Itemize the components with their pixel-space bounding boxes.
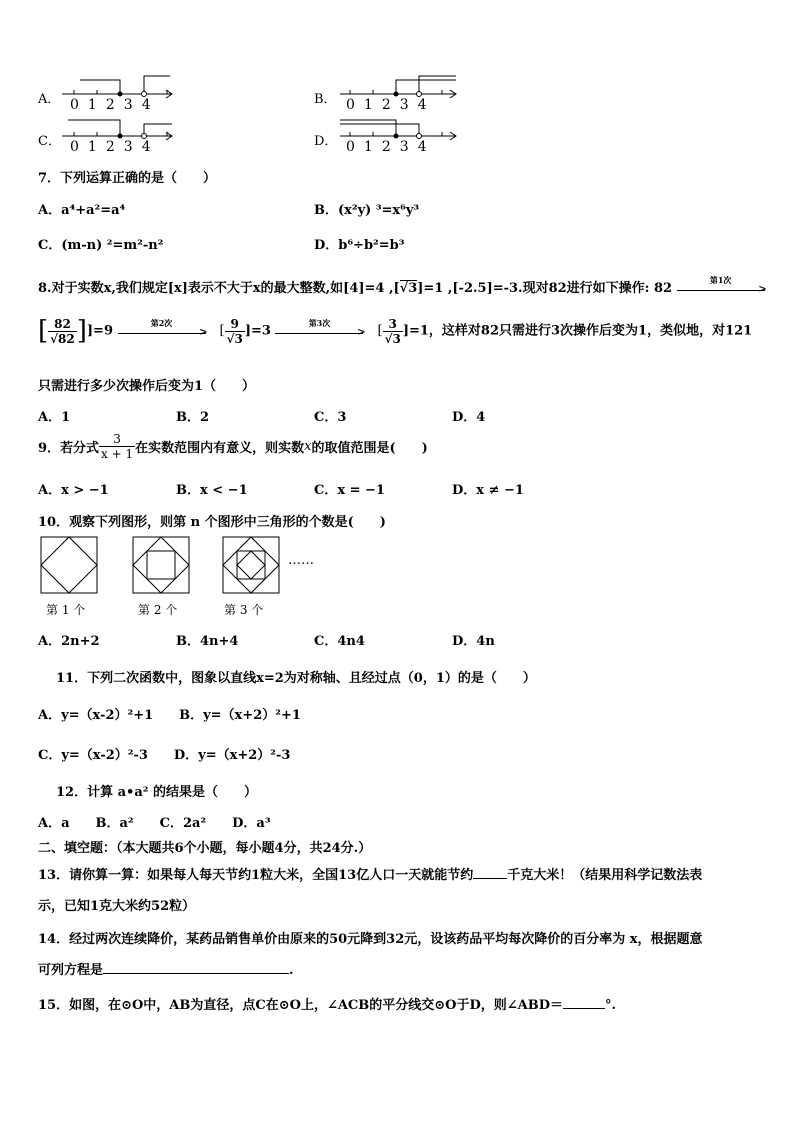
q6-option-c-label: C． <box>38 134 61 149</box>
fraction <box>225 317 245 346</box>
tick: 3 <box>123 97 142 113</box>
q6-ticks-b <box>346 97 436 113</box>
q14-line2: 可列方程是 . <box>38 963 294 978</box>
q10-option-c: C．4n4 <box>314 634 365 649</box>
q10-option-a: A．2n+2 <box>38 634 100 649</box>
q8-line1 <box>38 277 765 296</box>
op-arrow-1: 第1次 > <box>677 286 765 291</box>
op-arrow-3: 第3次 > <box>275 329 363 334</box>
section-2-heading: 二、填空题：（本大题共6个小题，每小题4分，共24分.） <box>38 841 372 856</box>
q7-option-b: B．(x²y) ³=x⁶y³ <box>314 203 420 218</box>
tick: 0 <box>346 139 364 155</box>
q14-line1: 14．经过两次连续降价，某药品销售单价由原来的50元降到32元，设该药品平均每次降价的百分率为 x，根据题意 <box>38 932 703 947</box>
q7-stem: 7．下列运算正确的是（ ） <box>38 171 217 186</box>
q9-option-d: D．x ≠ −1 <box>452 483 524 498</box>
denominator: √3 <box>226 331 243 346</box>
numerator: 3 <box>383 317 403 332</box>
denominator: x + 1 <box>101 447 134 461</box>
tick: 4 <box>417 97 436 113</box>
q10-option-b: B．4n+4 <box>176 634 239 649</box>
bracket: [ <box>219 323 225 339</box>
q10-fig-label-3: 第 3 个 <box>224 603 264 617</box>
q8-option-b: B．2 <box>176 410 210 425</box>
tick: 3 <box>123 139 142 155</box>
q8-text: 8.对于实数x,我们规定[x]表示不大于x的最大整数,如[4]=4 ,[ <box>38 281 400 296</box>
tick: 2 <box>105 97 124 113</box>
q10-figure-3 <box>222 536 280 598</box>
q11-options-ab: A．y=（x-2）²+1 B．y=（x+2）²+1 <box>38 708 301 723</box>
q6-option-a-label: A． <box>38 92 61 107</box>
arrow-label: 第3次 <box>308 317 331 328</box>
q9-stem <box>38 432 428 461</box>
numerator: 9 <box>225 317 245 332</box>
q6-ticks-d <box>346 139 436 155</box>
q8-text: ]=3 <box>244 323 271 339</box>
q8-option-d: D．4 <box>452 410 486 425</box>
tick: 4 <box>417 139 436 155</box>
q14-text: 可列方程是 <box>38 963 104 978</box>
q9-option-c: C．x = −1 <box>314 483 385 498</box>
tick: 4 <box>141 139 160 155</box>
q13-text: 13．请你算一算：如果每人每天节约1粒大米，全国13亿人口一天就能节约 <box>38 868 474 883</box>
bracket: [ <box>38 316 49 346</box>
q6-ticks-c <box>70 139 160 155</box>
q15-text: °. <box>605 998 617 1013</box>
q7-option-d: D．b⁶÷b²=b³ <box>314 238 405 253</box>
q6-ticks-a <box>70 97 160 113</box>
numerator: 3 <box>99 432 135 447</box>
tick: 0 <box>346 97 364 113</box>
tick: 4 <box>141 97 160 113</box>
arrow-label: 第1次 <box>709 275 732 285</box>
q10-figure-1 <box>40 536 98 598</box>
q8-line3: 只需进行多少次操作后变为1（ ） <box>38 379 256 394</box>
tick: 0 <box>70 97 88 113</box>
denominator: √3 <box>384 331 401 346</box>
sqrt-value: 3 <box>408 281 418 296</box>
q10-fig-label-1: 第 1 个 <box>46 603 86 617</box>
q10-fig-label-2: 第 2 个 <box>138 603 178 617</box>
q10-dots: …… <box>288 553 314 568</box>
q10-stem: 10．观察下列图形，则第 n 个图形中三角形的个数是( ) <box>38 515 386 530</box>
bracket: [ <box>377 323 383 339</box>
tick: 1 <box>87 139 106 155</box>
tick: 2 <box>381 139 400 155</box>
q6-option-b-label: B． <box>314 92 337 107</box>
q7-option-c: C．(m-n) ²=m²-n² <box>38 238 164 253</box>
tick: 3 <box>399 97 418 113</box>
sqrt: √3 <box>399 281 418 296</box>
answer-blank[interactable] <box>103 973 289 974</box>
q9-option-b: B．x < −1 <box>176 483 248 498</box>
q11-options-cd: C．y=（x-2）²-3 D．y=（x+2）²-3 <box>38 748 291 763</box>
q13-line2: 示，已知1克大米约52粒） <box>38 899 196 914</box>
tick: 1 <box>87 97 106 113</box>
tick: 2 <box>381 97 400 113</box>
q9-var: x <box>304 439 312 454</box>
q8-text: ]=1 ,[-2.5]=-3.现对82进行如下操作: 82 <box>417 281 673 296</box>
bracket: ] <box>76 316 87 346</box>
tick: 0 <box>70 139 88 155</box>
denominator: √82 <box>50 331 75 346</box>
answer-blank[interactable] <box>473 878 507 879</box>
tick: 1 <box>363 97 382 113</box>
q9-option-a: A．x > −1 <box>38 483 109 498</box>
arrow-label: 第2次 <box>150 317 173 328</box>
q15-line <box>38 994 616 1013</box>
q8-line2 <box>38 316 752 346</box>
numerator: 82 <box>48 317 77 332</box>
q8-text: ]=9 <box>86 323 113 339</box>
q12-stem: 12．计算 a•a² 的结果是（ ） <box>56 785 257 800</box>
tick: 2 <box>105 139 124 155</box>
q9-text: 的取值范围是( ) <box>311 441 428 456</box>
q13-line1 <box>38 864 702 883</box>
answer-blank[interactable] <box>563 1008 605 1009</box>
q11-stem: 11．下列二次函数中，图象以直线x=2为对称轴、且经过点（0，1）的是（ ） <box>56 671 536 686</box>
q12-options: A．a B．a² C．2a² D．a³ <box>38 816 271 831</box>
q15-text: 15．如图，在⊙O中，AB为直径，点C在⊙O上，∠ACB的平分线交⊙O于D，则∠ABD＝ <box>38 998 563 1013</box>
q10-option-d: D．4n <box>452 634 495 649</box>
q6-option-d-label: D． <box>314 134 338 149</box>
fraction <box>99 432 135 461</box>
tick: 1 <box>363 139 382 155</box>
q10-figure-2 <box>132 536 190 598</box>
q8-option-c: C．3 <box>314 410 347 425</box>
q13-text: 千克大米！（结果用科学记数法表 <box>507 868 703 883</box>
q9-text: 9．若分式 <box>38 441 100 456</box>
fraction <box>383 317 403 346</box>
q8-option-a: A．1 <box>38 410 71 425</box>
q7-option-a: A．a⁴+a²=a⁴ <box>38 203 126 218</box>
tick: 3 <box>399 139 418 155</box>
fraction <box>48 317 77 346</box>
q9-text: 在实数范围内有意义，则实数 <box>135 441 305 456</box>
op-arrow-2: 第2次 > <box>118 329 206 334</box>
q8-text: ]=1，这样对82只需进行3次操作后变为1，类似地，对121 <box>402 323 753 339</box>
